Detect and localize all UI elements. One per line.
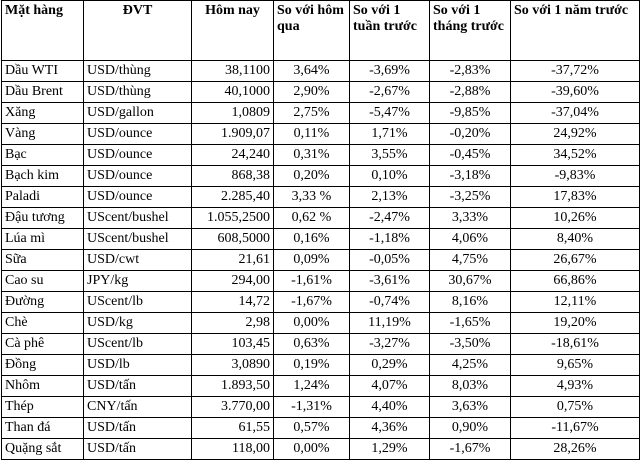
cell-vs-week: -5,47%: [350, 103, 430, 124]
cell-vs-month: 8,16%: [430, 292, 511, 313]
cell-vs-week: 4,40%: [350, 397, 430, 418]
cell-vs-month: 4,75%: [430, 250, 511, 271]
cell-today: 21,61: [192, 250, 274, 271]
cell-commodity: Dầu WTI: [2, 61, 84, 82]
cell-vs-month: -3,25%: [430, 187, 511, 208]
cell-today: 24,240: [192, 145, 274, 166]
table-row: [2, 271, 640, 292]
header-row: [2, 1, 640, 61]
cell-unit: UScent/bushel: [84, 229, 192, 250]
header-commodity: Mặt hàng: [2, 1, 84, 61]
cell-vs-week: 1,71%: [350, 124, 430, 145]
cell-vs-year: -11,67%: [511, 418, 640, 439]
cell-commodity: Than đá: [2, 418, 84, 439]
cell-vs-year: -9,83%: [511, 166, 640, 187]
cell-vs-week: 2,13%: [350, 187, 430, 208]
cell-commodity: Bạc: [2, 145, 84, 166]
cell-vs-yesterday: 0,00%: [274, 313, 350, 334]
cell-vs-yesterday: 0,62 %: [274, 208, 350, 229]
cell-vs-yesterday: 0,00%: [274, 439, 350, 460]
cell-today: 3,0890: [192, 355, 274, 376]
cell-today: 608,5000: [192, 229, 274, 250]
cell-vs-year: 8,40%: [511, 229, 640, 250]
cell-vs-year: 9,65%: [511, 355, 640, 376]
cell-vs-week: -0,05%: [350, 250, 430, 271]
cell-vs-week: 4,07%: [350, 376, 430, 397]
cell-today: 1,0809: [192, 103, 274, 124]
cell-vs-month: 30,67%: [430, 271, 511, 292]
cell-unit: USD/cwt: [84, 250, 192, 271]
cell-vs-month: -2,83%: [430, 61, 511, 82]
cell-vs-yesterday: 0,31%: [274, 145, 350, 166]
cell-commodity: Paladi: [2, 187, 84, 208]
cell-today: 40,1000: [192, 82, 274, 103]
cell-today: 3.770,00: [192, 397, 274, 418]
cell-unit: UScent/bushel: [84, 208, 192, 229]
cell-vs-year: 26,67%: [511, 250, 640, 271]
header-vs-yesterday: So với hôm qua: [274, 1, 350, 61]
cell-vs-week: -1,18%: [350, 229, 430, 250]
table-row: [2, 376, 640, 397]
table-row: [2, 61, 640, 82]
header-vs-year: So với 1 năm trước: [511, 1, 640, 61]
cell-vs-year: -39,60%: [511, 82, 640, 103]
cell-today: 2.285,40: [192, 187, 274, 208]
cell-vs-year: 10,26%: [511, 208, 640, 229]
cell-vs-month: -0,45%: [430, 145, 511, 166]
table-row: [2, 313, 640, 334]
commodity-price-table: [1, 0, 640, 460]
cell-unit: UScent/lb: [84, 334, 192, 355]
cell-vs-year: 17,83%: [511, 187, 640, 208]
cell-vs-year: -37,72%: [511, 61, 640, 82]
cell-commodity: Vàng: [2, 124, 84, 145]
cell-commodity: Chè: [2, 313, 84, 334]
cell-vs-yesterday: 1,24%: [274, 376, 350, 397]
cell-commodity: Cà phê: [2, 334, 84, 355]
cell-unit: CNY/tấn: [84, 397, 192, 418]
cell-unit: USD/tấn: [84, 376, 192, 397]
cell-vs-month: -0,20%: [430, 124, 511, 145]
table-row: [2, 166, 640, 187]
cell-vs-week: -0,74%: [350, 292, 430, 313]
cell-today: 2,98: [192, 313, 274, 334]
table-row: [2, 187, 640, 208]
cell-vs-yesterday: 2,90%: [274, 82, 350, 103]
cell-unit: USD/thùng: [84, 61, 192, 82]
cell-vs-yesterday: 0,57%: [274, 418, 350, 439]
cell-today: 14,72: [192, 292, 274, 313]
table-body: [2, 61, 640, 460]
table-row: [2, 250, 640, 271]
cell-vs-yesterday: -1,61%: [274, 271, 350, 292]
cell-vs-week: 3,55%: [350, 145, 430, 166]
table-row: [2, 124, 640, 145]
table-row: [2, 82, 640, 103]
cell-vs-month: 8,03%: [430, 376, 511, 397]
cell-today: 118,00: [192, 439, 274, 460]
cell-vs-yesterday: 3,33 %: [274, 187, 350, 208]
cell-commodity: Thép: [2, 397, 84, 418]
cell-unit: USD/ounce: [84, 166, 192, 187]
cell-vs-yesterday: -1,67%: [274, 292, 350, 313]
table-row: [2, 397, 640, 418]
cell-commodity: Dầu Brent: [2, 82, 84, 103]
cell-today: 294,00: [192, 271, 274, 292]
table-row: [2, 418, 640, 439]
cell-today: 1.909,07: [192, 124, 274, 145]
cell-vs-month: 0,90%: [430, 418, 511, 439]
cell-vs-month: -1,65%: [430, 313, 511, 334]
cell-vs-year: 4,93%: [511, 376, 640, 397]
table-row: [2, 439, 640, 460]
cell-vs-year: -37,04%: [511, 103, 640, 124]
table-row: [2, 229, 640, 250]
cell-vs-year: 0,75%: [511, 397, 640, 418]
cell-vs-month: -3,18%: [430, 166, 511, 187]
cell-vs-week: -2,67%: [350, 82, 430, 103]
table-row: [2, 292, 640, 313]
cell-unit: USD/kg: [84, 313, 192, 334]
cell-today: 61,55: [192, 418, 274, 439]
cell-vs-year: -18,61%: [511, 334, 640, 355]
table-row: [2, 145, 640, 166]
cell-unit: JPY/kg: [84, 271, 192, 292]
cell-vs-week: 4,36%: [350, 418, 430, 439]
cell-vs-year: 28,26%: [511, 439, 640, 460]
cell-vs-yesterday: 0,11%: [274, 124, 350, 145]
cell-unit: USD/ounce: [84, 124, 192, 145]
header-vs-week: So với 1 tuần trước: [350, 1, 430, 61]
table-row: [2, 355, 640, 376]
cell-vs-year: 12,11%: [511, 292, 640, 313]
cell-vs-yesterday: -1,31%: [274, 397, 350, 418]
cell-commodity: Bạch kim: [2, 166, 84, 187]
header-today: Hôm nay: [192, 1, 274, 61]
cell-commodity: Nhôm: [2, 376, 84, 397]
cell-vs-yesterday: 0,16%: [274, 229, 350, 250]
cell-today: 1.055,2500: [192, 208, 274, 229]
cell-vs-year: 19,20%: [511, 313, 640, 334]
cell-commodity: Quặng sắt: [2, 439, 84, 460]
cell-commodity: Đồng: [2, 355, 84, 376]
cell-vs-week: -3,61%: [350, 271, 430, 292]
cell-vs-month: -9,85%: [430, 103, 511, 124]
cell-vs-week: -2,47%: [350, 208, 430, 229]
cell-vs-year: 66,86%: [511, 271, 640, 292]
cell-unit: USD/ounce: [84, 145, 192, 166]
cell-unit: USD/thùng: [84, 82, 192, 103]
cell-vs-year: 34,52%: [511, 145, 640, 166]
cell-unit: USD/lb: [84, 355, 192, 376]
cell-vs-yesterday: 0,09%: [274, 250, 350, 271]
cell-vs-yesterday: 3,64%: [274, 61, 350, 82]
cell-vs-month: -2,88%: [430, 82, 511, 103]
cell-today: 103,45: [192, 334, 274, 355]
cell-commodity: Xăng: [2, 103, 84, 124]
table-row: [2, 208, 640, 229]
cell-vs-week: -3,69%: [350, 61, 430, 82]
cell-unit: UScent/lb: [84, 292, 192, 313]
cell-today: 38,1100: [192, 61, 274, 82]
cell-vs-yesterday: 0,20%: [274, 166, 350, 187]
cell-today: 1.893,50: [192, 376, 274, 397]
cell-commodity: Sữa: [2, 250, 84, 271]
cell-commodity: Đậu tương: [2, 208, 84, 229]
cell-commodity: Đường: [2, 292, 84, 313]
cell-commodity: Lúa mì: [2, 229, 84, 250]
cell-unit: USD/tấn: [84, 418, 192, 439]
header-unit: ĐVT: [84, 1, 192, 61]
cell-vs-week: 0,10%: [350, 166, 430, 187]
cell-vs-month: 3,63%: [430, 397, 511, 418]
cell-vs-yesterday: 0,19%: [274, 355, 350, 376]
cell-unit: USD/gallon: [84, 103, 192, 124]
cell-vs-month: -3,50%: [430, 334, 511, 355]
cell-vs-month: -1,67%: [430, 439, 511, 460]
cell-vs-week: 11,19%: [350, 313, 430, 334]
cell-vs-yesterday: 2,75%: [274, 103, 350, 124]
cell-vs-month: 4,06%: [430, 229, 511, 250]
cell-vs-week: -3,27%: [350, 334, 430, 355]
table-header: [2, 1, 640, 61]
cell-unit: USD/ounce: [84, 187, 192, 208]
cell-vs-year: 24,92%: [511, 124, 640, 145]
cell-unit: USD/tấn: [84, 439, 192, 460]
cell-vs-month: 4,25%: [430, 355, 511, 376]
table-row: [2, 103, 640, 124]
cell-vs-week: 0,29%: [350, 355, 430, 376]
cell-commodity: Cao su: [2, 271, 84, 292]
table-row: [2, 334, 640, 355]
cell-vs-yesterday: 0,63%: [274, 334, 350, 355]
cell-today: 868,38: [192, 166, 274, 187]
header-vs-month: So với 1 tháng trước: [430, 1, 511, 61]
cell-vs-week: 1,29%: [350, 439, 430, 460]
cell-vs-month: 3,33%: [430, 208, 511, 229]
